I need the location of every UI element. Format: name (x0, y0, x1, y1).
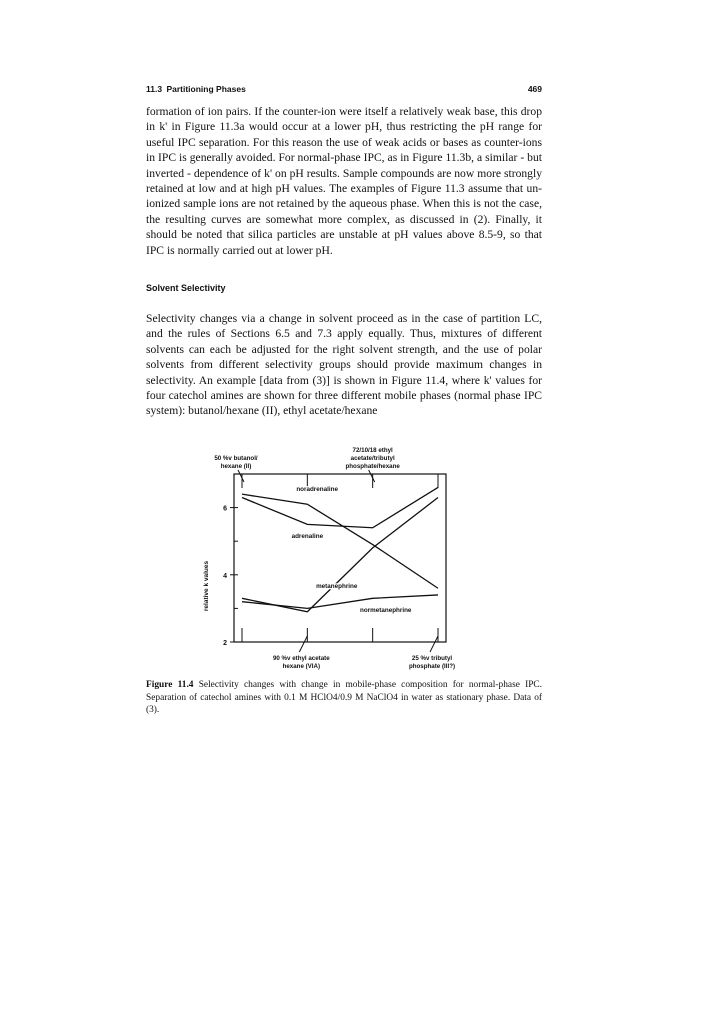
series-line-metanephrine (242, 498, 438, 612)
y-axis-label: relative k values (203, 560, 210, 612)
series-line-adrenaline (242, 487, 438, 527)
bottom-annotation-1-line-1: phosphate (III?) (408, 663, 456, 670)
series-label-adrenaline: adrenaline (291, 532, 324, 540)
bottom-annotation-1-line-0: 25 %v tributyl (411, 655, 453, 662)
y-tick-label: 4 (223, 572, 227, 580)
body-paragraph-1: formation of ion pairs. If the counter-ion were itself a relatively weak base, this drop in k' in Figure 11.3a would occur at a lower pH, thus restricting the pH range for useful IPC separation. For this reason the use of weak acids or bases as counter-ions in IPC is generally avoided. For normal-phase IPC, as in Figure 11.3b, a similar - but inverted - dependence of k' on pH results. Sample compounds are now more strongly retained at low and at high pH values. The examples of Figure 11.3 assume that un-ionized sample ions are not retained by the aqueous phase. When this is not the case, the resulting curves are somewhat more complex, as discussed in (2). Finally, it should be noted that silica particles are unstable at pH values above 8.5-9, so that IPC is normally carried out at lower pH. (146, 105, 542, 257)
top-annotation-1-line-2: phosphate/hexane (345, 463, 400, 470)
series-label-metanephrine: metanephrine (316, 583, 358, 591)
running-header (146, 84, 542, 98)
series-label-normetanephrine: normetanephrine (360, 606, 412, 614)
body-paragraph-2: Selectivity changes via a change in solvent proceed as in the case of partition LC, and the rules of Sections 6.5 and 7.3 apply equally. Thus, mixtures of different solvents can each be adjusted for the right solvent strength, and the use of polar solvents from different selectivity groups should provide maximum changes in selectivity. An example [data from (3)] is shown in Figure 11.4, where k' values for four catechol amines are shown for three different mobile phases (normal phase IPC system): butanol/hexane (II), ethyl acetate/hexane (146, 312, 542, 418)
figure-11-4-chart (196, 436, 466, 676)
header-section (146, 84, 248, 94)
y-tick-label: 6 (223, 505, 227, 513)
y-tick-label: 2 (223, 640, 227, 647)
top-annotation-1-line-0: 72/10/18 ethyl (352, 447, 393, 454)
plot-frame (234, 474, 446, 642)
bottom-annotation-pointer-1 (430, 636, 438, 652)
series-line-noradrenaline (242, 494, 438, 591)
top-annotation-1-line-1: acetate/tributyl (350, 455, 395, 462)
top-annotation-pointer-0 (238, 470, 244, 482)
top-annotation-pointer-1 (369, 470, 375, 482)
top-annotation-0-line-0: 50 %v butanol/ (214, 455, 258, 462)
section-title: Partitioning Phases (166, 84, 246, 94)
subheading-solvent-selectivity: Solvent Selectivity (146, 283, 226, 293)
caption-label: Figure 11.4 (146, 680, 194, 690)
page-number: 469 (527, 84, 542, 94)
section-number: 11.3 (146, 84, 163, 94)
bottom-annotation-0-line-0: 90 %v ethyl acetate (272, 655, 330, 662)
caption-text: Selectivity changes with change in mobile-phase composition for normal-phase IPC. Separation of catechol amines with 0.1 M HClO4/0.9 M NaClO4 in water as stationary phase. Data of (3). (146, 680, 543, 716)
bottom-annotation-pointer-0 (299, 636, 307, 652)
top-annotation-0-line-1: hexane (II) (220, 463, 252, 470)
series-label-noradrenaline: noradrenaline (296, 485, 338, 493)
figure-caption (146, 679, 542, 717)
bottom-annotation-0-line-1: hexane (VIA) (282, 663, 321, 670)
